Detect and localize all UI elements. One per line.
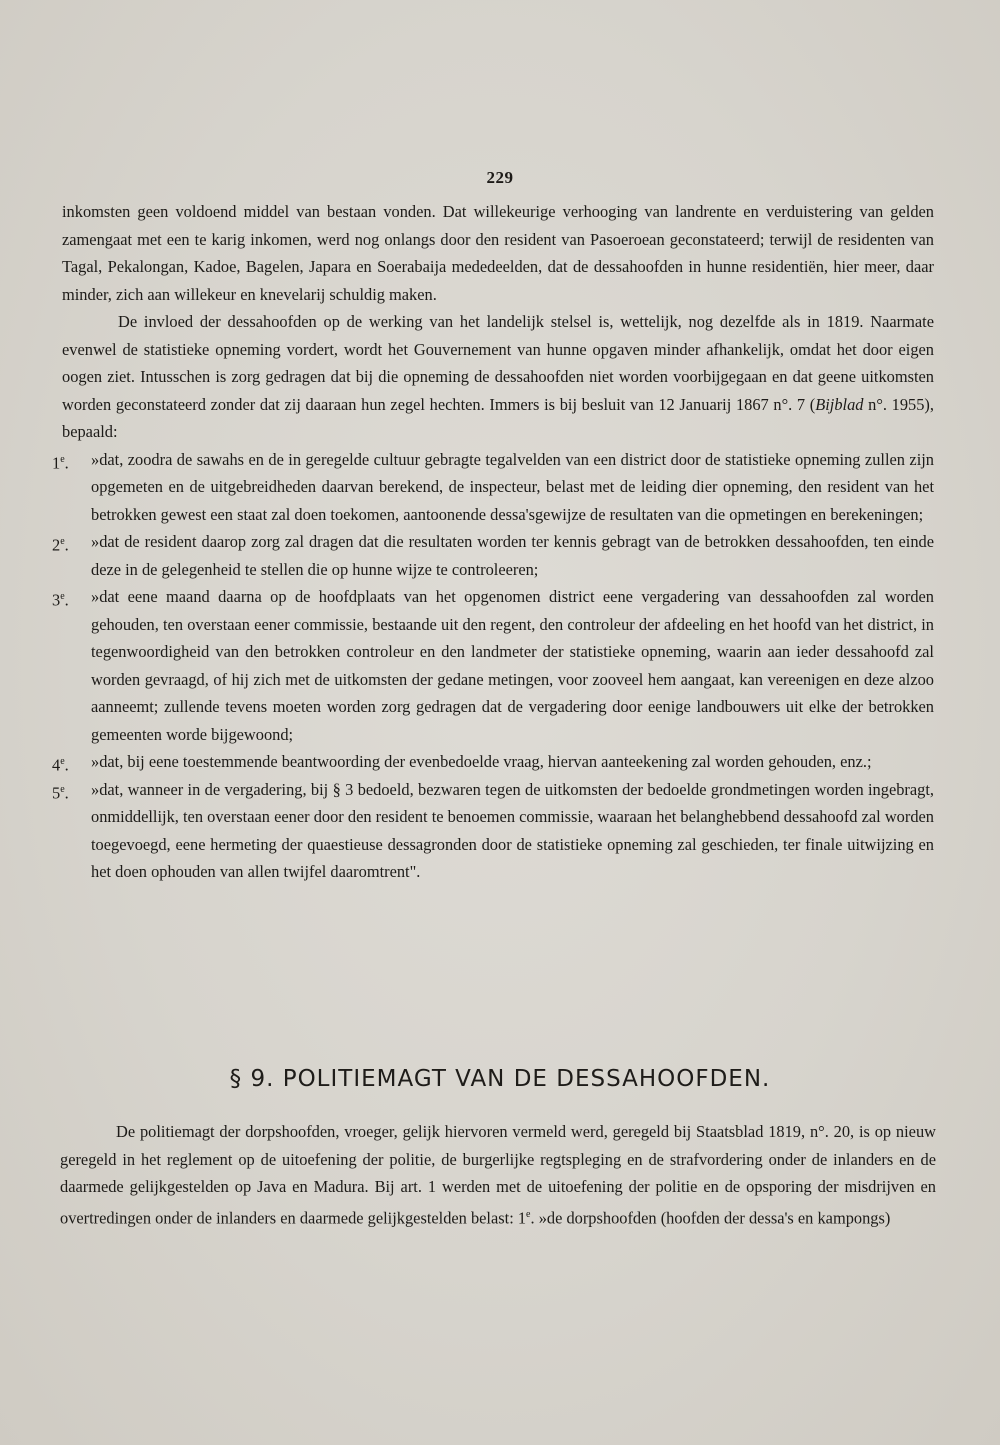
list-item-number: 3e. xyxy=(52,590,69,610)
paragraph-invloed-end: n°. 1955), bepaald: xyxy=(62,394,934,441)
section-9-text xyxy=(60,1118,936,1232)
list-item-number: 4e. xyxy=(52,755,69,775)
list-item xyxy=(52,446,934,529)
list-item xyxy=(52,748,934,776)
bijblad-italic: Bijblad xyxy=(815,394,864,414)
paragraph-invloed xyxy=(62,308,934,446)
list-item-number: 1e. xyxy=(52,452,69,472)
list-item-text: »dat, wanneer in de vergadering, bij § 3 bedoeld, bezwaren tegen de uitkomsten der bedoelde grondmetingen worden ingebragt, onmiddellijk, ten overstaan eener door den resident te benoemen commissie, waaraan het belanghebbend dessahoofd zal worden toegevoegd, eene hermeting der quaestieuse dessagronden door de statistieke opneming zal geschieden, ter finale uitwijzing en het doen ophouden van allen twijfel daaromtrent". xyxy=(91,779,934,881)
list-item-number: 5e. xyxy=(52,782,69,802)
list-item-text: »dat de resident daarop zorg zal dragen dat die resultaten worden ter kennis gebragt van de betrokken dessahoofden, ten einde deze in de gelegenheid te stellen die op hunne wijze te controleeren; xyxy=(91,532,934,579)
list-item-text: »dat, zoodra de sawahs en de in geregelde cultuur gebragte tegalvelden van een district door de statistieke opneming zullen zijn opgemeten en de uitgebreidheden daarvan berekend, de inspecteur, belast met de leiding dier opneming, den resident van het betrokken gewest een staat zal doen toekomen, aantoonende dessa'sgewijze de resultaten van die opmetingen en berekeningen; xyxy=(91,449,934,524)
list-item xyxy=(52,776,934,886)
paragraph-continuation: inkomsten geen voldoend middel van bestaan vonden. Dat willekeurige verhooging van landrente en verduistering van gelden zamengaat met een te karig inkomen, werd nog onlangs door den resident van Pasoeroean geconstateerd; terwijl de residenten van Tagal, Pekalongan, Kadoe, Bagelen, Japara en Soerabaija mededeelden, dat de dessahoofden in hunne residentiën, hier meer, daar minder, zich aan willekeur en knevelarij schuldig maken. xyxy=(62,202,934,304)
body-text xyxy=(52,198,934,886)
page-number: 229 xyxy=(486,168,514,187)
list-item-number: 2e. xyxy=(52,535,69,555)
paragraph-invloed-text: De invloed der dessahoofden op de werking van het landelijk stelsel is, wettelijk, nog dezelfde als in 1819. Naarmate evenwel de statistieke opneming vordert, wordt het Gouvernement van hunne opgaven minder afhankelijk, omdat het door eigen oogen ziet. Intusschen is zorg gedragen dat bij die opneming de dessahoofden niet worden voorbijgegaan en dat geene uitkomsten worden geconstateerd zonder dat zij daaraan hun zegel hechten. Immers is bij besluit van 12 Januarij 1867 n°. 7 ( xyxy=(62,312,934,414)
section-heading: § 9. POLITIEMAGT VAN DE DESSAHOOFDEN. xyxy=(229,1066,771,1092)
list-item xyxy=(52,528,934,583)
list-item-text: »dat, bij eene toestemmende beantwoording der evenbedoelde vraag, hiervan aanteekening zal worden gehouden, enz.; xyxy=(91,752,872,771)
paragraph-politiemagt: De politiemagt der dorpshoofden, vroeger, gelijk hiervoren vermeld werd, geregeld bij Staatsblad 1819, n°. 20, is op nieuw geregeld in het reglement op de uitoefening der politie, de burgerlijke regtspleging en de strafvordering onder de inlanders en de daarmede gelijkgestelden op Java en Madura. Bij art. 1 werden met de uitoefening der politie en de opsporing der misdrijven en overtredingen onder de inlanders en daarmede gelijkgestelden belast: 1e. »de dorpshoofden (hoofden der dessa's en kampongs) xyxy=(60,1122,936,1228)
list-item xyxy=(52,583,934,748)
list-item-text: »dat eene maand daarna op de hoofdplaats van het opgenomen district eene vergadering van dessahoofden zal worden gehouden, ten overstaan eener commissie, bestaande uit den regent, den controleur der afdeeling en het hoofd van het district, in tegenwoordigheid van den betrokken controleur en den landmeter der statistieke opneming, waarin aan ieder dessahoofd zal worden gevraagd, of hij zich met de uitkomsten der gedane metingen, voor zooveel hem aangaat, kan vereenigen en deze alzoo aanneemt; zullende tevens moeten worden zorg gedragen dat de vergadering door eenige landbouwers uit elke der betrokken gemeenten worde bijgewoond; xyxy=(91,587,934,744)
